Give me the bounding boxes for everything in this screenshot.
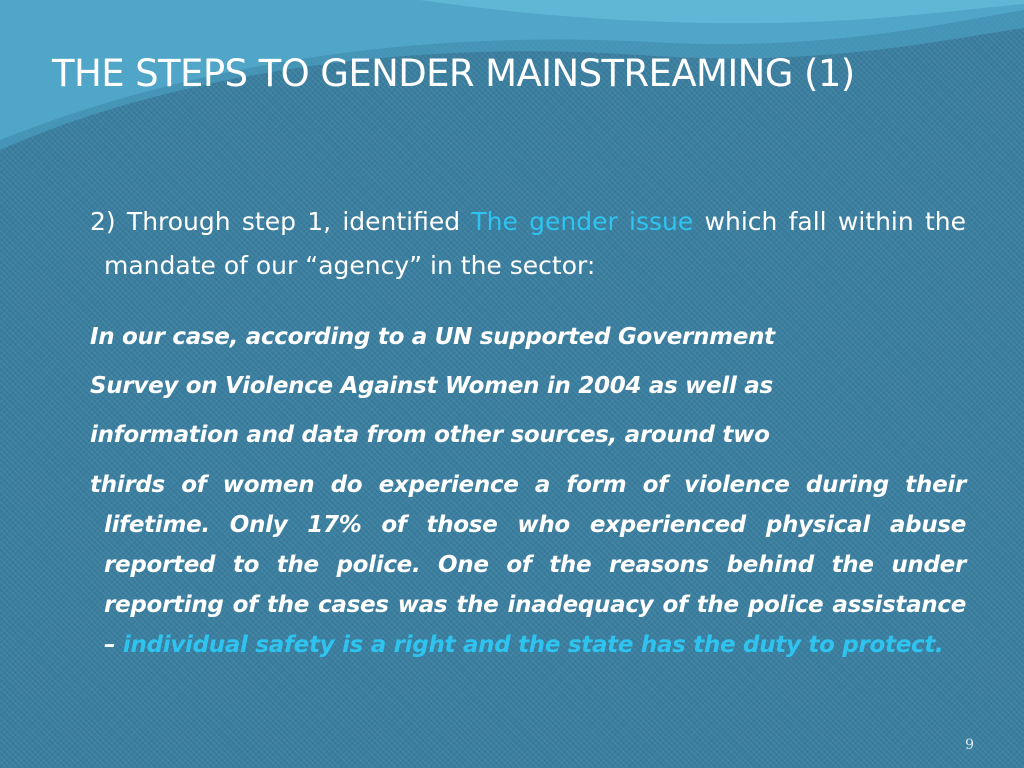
safety-right-highlight: individual safety is a right and the state has the duty to protect.	[122, 632, 944, 658]
step-text-prefix: 2) Through step 1, identified	[90, 207, 472, 236]
gender-issue-highlight: The gender issue	[471, 207, 694, 236]
page-number: 9	[965, 737, 974, 753]
step-text-suffix: which fall within the mandate of our “agency” in the sector:	[104, 207, 967, 280]
case-paragraph	[90, 313, 966, 665]
case-line-3: information and data from other sources, around two	[90, 422, 770, 448]
case-line-2: Survey on Violence Against Women in 2004 as well as	[90, 373, 773, 399]
case-body	[90, 465, 966, 665]
slide-content	[90, 200, 966, 665]
step-paragraph	[90, 200, 966, 288]
case-line-1: In our case, according to a UN supported Government	[90, 324, 775, 350]
case-body-text: thirds of women do experience a form of violence during their lifetime. Only 17% of those who experienced physical abuse reported to the police. One of the reasons behind the under reporting of the cases was the inadequacy of the police assistance –	[90, 472, 966, 658]
slide-title: THE STEPS TO GENDER MAINSTREAMING (1)	[52, 52, 855, 95]
